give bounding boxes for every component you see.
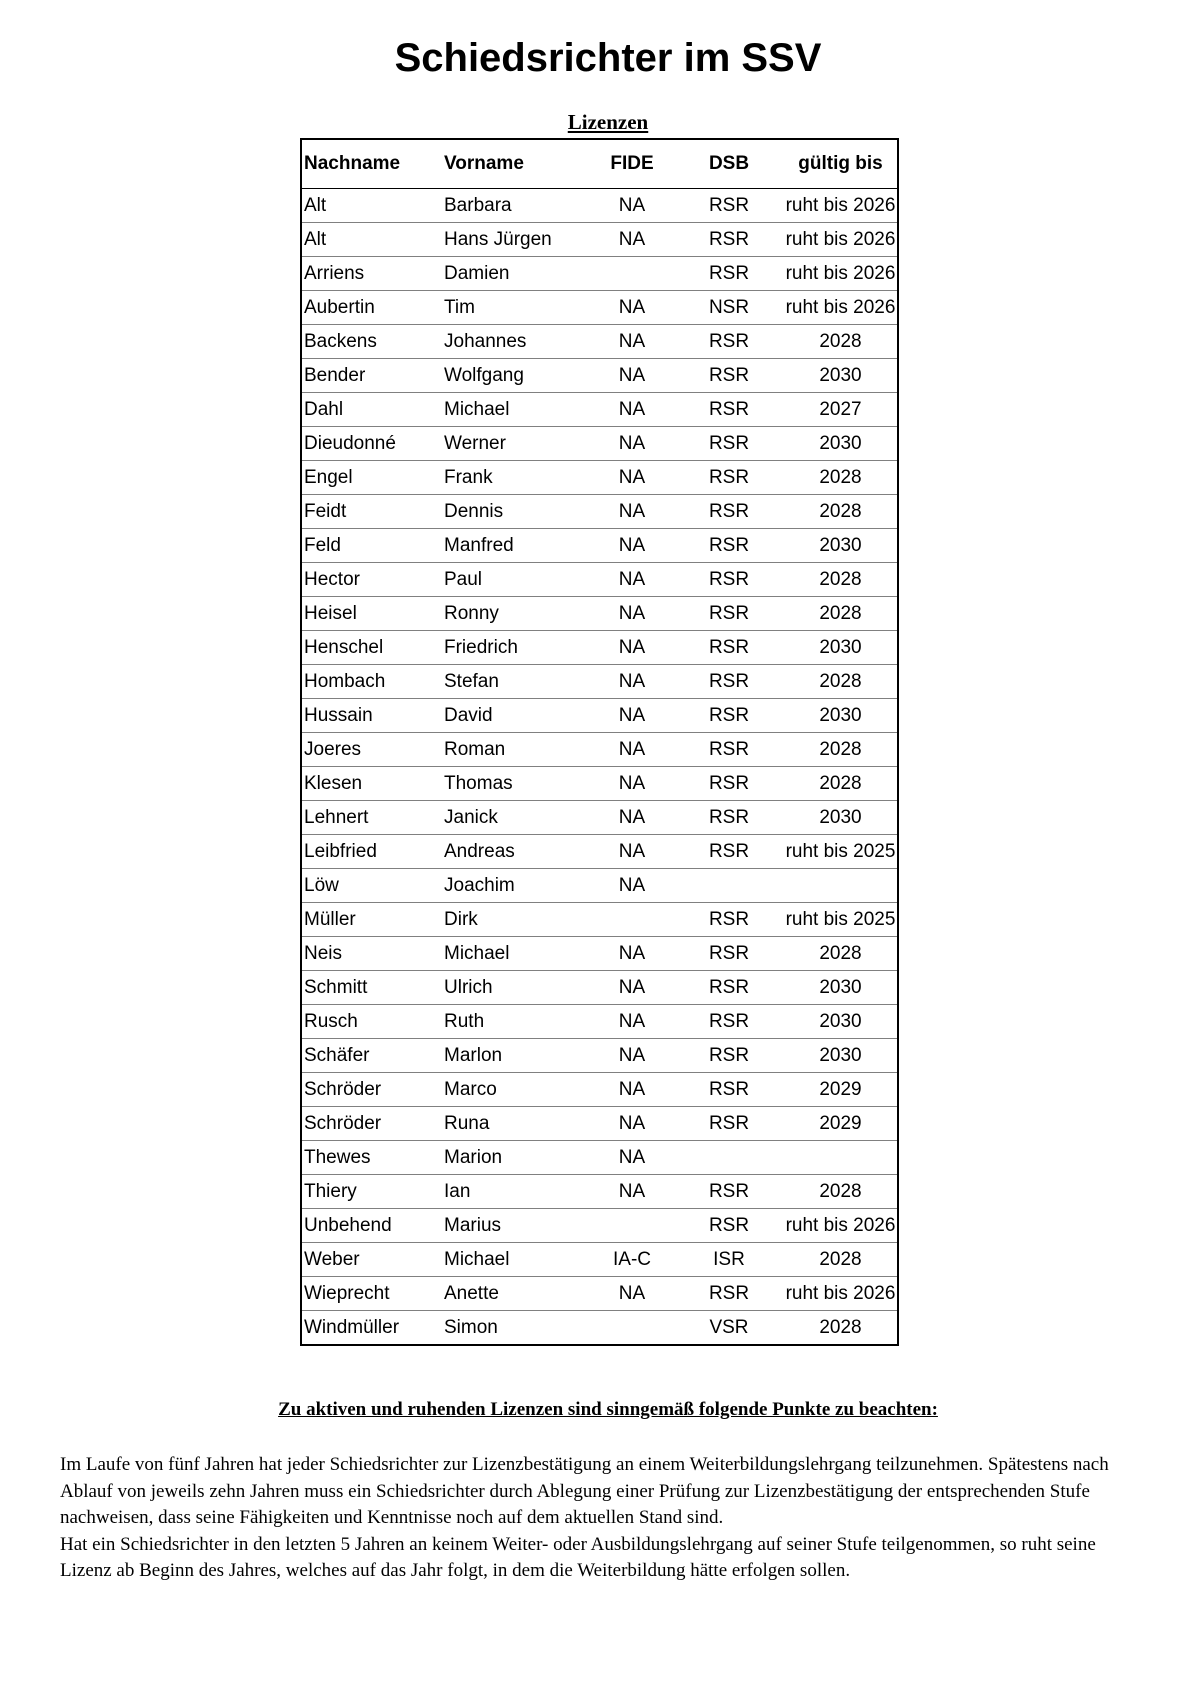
cell-first-name: Friedrich <box>444 631 590 665</box>
cell-dsb <box>674 1141 784 1175</box>
cell-dsb: RSR <box>674 801 784 835</box>
cell-dsb: RSR <box>674 631 784 665</box>
cell-dsb: RSR <box>674 733 784 767</box>
cell-dsb: RSR <box>674 563 784 597</box>
cell-fide: NA <box>590 937 674 971</box>
cell-fide: NA <box>590 1107 674 1141</box>
cell-dsb: RSR <box>674 1277 784 1311</box>
table-row <box>302 563 897 597</box>
cell-dsb: RSR <box>674 189 784 223</box>
cell-fide: NA <box>590 665 674 699</box>
cell-first-name: Hans Jürgen <box>444 223 590 257</box>
cell-fide: NA <box>590 1141 674 1175</box>
licenses-table <box>302 140 897 1344</box>
cell-dsb: RSR <box>674 257 784 291</box>
cell-last-name: Schröder <box>302 1073 444 1107</box>
cell-fide: NA <box>590 1073 674 1107</box>
cell-last-name: Backens <box>302 325 444 359</box>
table-subtitle: Lizenzen <box>567 110 649 134</box>
cell-first-name: Marco <box>444 1073 590 1107</box>
cell-last-name: Schröder <box>302 1107 444 1141</box>
cell-dsb: RSR <box>674 1005 784 1039</box>
cell-valid-until: 2027 <box>784 393 897 427</box>
cell-dsb: VSR <box>709 1316 749 1338</box>
table-row <box>302 835 897 869</box>
cell-last-name: Hector <box>302 563 444 597</box>
cell-fide: NA <box>590 1005 674 1039</box>
cell-valid-until: ruht bis 2026 <box>784 257 897 291</box>
table-row <box>302 325 897 359</box>
cell-fide: IA-C <box>590 1243 674 1277</box>
cell-first-name: Roman <box>444 733 590 767</box>
table-row <box>302 631 897 665</box>
cell-fide: NA <box>590 291 674 325</box>
cell-first-name: Wolfgang <box>444 359 590 393</box>
notes-paragraph-2: Hat ein Schiedsrichter in den letzten 5 Jahren an keinem Weiter- oder Ausbildungslehrgang auf seiner Stufe teilgenommen, so ruht seine Lizenz ab Beginn des Jahres, welches auf das Jahr folgt, in dem die Weiterbildung hätte erfolgen sollen. <box>60 1533 1096 1581</box>
cell-valid-until <box>784 869 897 903</box>
cell-fide: NA <box>590 1039 674 1073</box>
cell-valid-until: 2030 <box>784 801 897 835</box>
table-row <box>302 665 897 699</box>
header-fide: FIDE <box>590 140 674 189</box>
table-row <box>302 597 897 631</box>
table-row <box>302 427 897 461</box>
cell-valid-until: 2028 <box>819 1316 862 1338</box>
table-row <box>302 1039 897 1073</box>
cell-last-name: Hombach <box>302 665 444 699</box>
cell-valid-until: 2028 <box>784 495 897 529</box>
cell-dsb: NSR <box>674 291 784 325</box>
cell-first-name: Runa <box>444 1107 590 1141</box>
cell-valid-until: ruht bis 2026 <box>784 1209 897 1243</box>
cell-first-name: Michael <box>444 1243 590 1277</box>
cell-last-name: Thiery <box>302 1175 444 1209</box>
cell-dsb: RSR <box>674 427 784 461</box>
table-row <box>302 1209 897 1243</box>
cell-fide: NA <box>590 393 674 427</box>
cell-fide <box>590 903 674 937</box>
cell-valid-until: 2030 <box>784 1005 897 1039</box>
cell-valid-until: 2028 <box>784 1243 897 1277</box>
cell-last-name: Leibfried <box>302 835 444 869</box>
cell-valid-until: 2028 <box>784 597 897 631</box>
cell-valid-until: 2028 <box>784 563 897 597</box>
cell-last-name: Alt <box>302 189 444 223</box>
cell-last-name: Weber <box>302 1243 444 1277</box>
cell-valid-until: 2029 <box>784 1107 897 1141</box>
table-row <box>302 359 897 393</box>
cell-first-name: Manfred <box>444 529 590 563</box>
cell-last-name: Joeres <box>302 733 444 767</box>
cell-first-name: Michael <box>444 393 590 427</box>
cell-valid-until <box>784 1141 897 1175</box>
cell-dsb: RSR <box>674 223 784 257</box>
cell-dsb: RSR <box>674 461 784 495</box>
cell-valid-until: 2028 <box>784 461 897 495</box>
cell-fide: NA <box>590 699 674 733</box>
cell-fide: NA <box>590 631 674 665</box>
header-dsb: DSB <box>674 140 784 189</box>
cell-first-name: Paul <box>444 563 590 597</box>
cell-dsb: RSR <box>674 903 784 937</box>
cell-fide: NA <box>590 529 674 563</box>
cell-valid-until: 2030 <box>784 1039 897 1073</box>
cell-fide: NA <box>590 869 674 903</box>
cell-first-name: Marlon <box>444 1039 590 1073</box>
cell-dsb: RSR <box>674 393 784 427</box>
cell-last-name: Bender <box>302 359 444 393</box>
table-row <box>302 869 897 903</box>
cell-first-name: Stefan <box>444 665 590 699</box>
cell-dsb: RSR <box>674 767 784 801</box>
cell-valid-until: 2028 <box>784 733 897 767</box>
cell-last-name: Feidt <box>302 495 444 529</box>
table-header <box>302 140 897 189</box>
cell-last-name: Henschel <box>302 631 444 665</box>
cell-dsb: RSR <box>674 1209 784 1243</box>
cell-first-name: Tim <box>444 291 590 325</box>
cell-last-name: Rusch <box>302 1005 444 1039</box>
cell-dsb: RSR <box>674 1107 784 1141</box>
table-row <box>302 733 897 767</box>
table-row <box>302 1107 897 1141</box>
cell-last-name: Arriens <box>302 257 444 291</box>
cell-first-name: Simon <box>444 1316 498 1338</box>
cell-dsb: RSR <box>674 359 784 393</box>
table-row <box>302 971 897 1005</box>
cell-valid-until: 2028 <box>784 767 897 801</box>
cell-fide: NA <box>590 767 674 801</box>
table-row <box>302 767 897 801</box>
cell-valid-until: 2028 <box>784 325 897 359</box>
cell-valid-until: 2028 <box>784 937 897 971</box>
cell-first-name: Barbara <box>444 189 590 223</box>
cell-fide: NA <box>590 971 674 1005</box>
table-row <box>302 393 897 427</box>
cell-first-name: David <box>444 699 590 733</box>
cell-first-name: Dirk <box>444 903 590 937</box>
cell-valid-until: ruht bis 2026 <box>784 189 897 223</box>
cell-valid-until: 2030 <box>784 529 897 563</box>
table-row <box>302 189 897 223</box>
cell-last-name: Klesen <box>302 767 444 801</box>
cell-valid-until: ruht bis 2026 <box>784 291 897 325</box>
table-row <box>302 903 897 937</box>
cell-fide: NA <box>590 835 674 869</box>
cell-fide: NA <box>590 359 674 393</box>
table-row <box>302 1175 897 1209</box>
table-row <box>302 1141 897 1175</box>
cell-fide: NA <box>590 733 674 767</box>
cell-first-name: Damien <box>444 257 590 291</box>
cell-fide: NA <box>590 325 674 359</box>
table-body <box>302 189 897 1345</box>
cell-dsb: RSR <box>674 835 784 869</box>
cell-first-name: Joachim <box>444 869 590 903</box>
table-row <box>302 223 897 257</box>
cell-last-name: Wieprecht <box>302 1277 444 1311</box>
table-row <box>302 1005 897 1039</box>
cell-last-name: Engel <box>302 461 444 495</box>
header-row <box>302 140 897 189</box>
page-title: Schiedsrichter im SSV <box>394 36 822 80</box>
cell-valid-until: 2030 <box>784 359 897 393</box>
cell-fide: NA <box>590 597 674 631</box>
table-row <box>302 461 897 495</box>
cell-last-name: Unbehend <box>302 1209 444 1243</box>
cell-last-name: Hussain <box>302 699 444 733</box>
cell-dsb: ISR <box>674 1243 784 1277</box>
cell-valid-until: 2029 <box>784 1073 897 1107</box>
cell-first-name: Ronny <box>444 597 590 631</box>
cell-fide <box>590 257 674 291</box>
table-row <box>302 257 897 291</box>
table-row <box>302 1073 897 1107</box>
cell-last-name: Thewes <box>302 1141 444 1175</box>
cell-first-name: Ruth <box>444 1005 590 1039</box>
cell-fide: NA <box>590 801 674 835</box>
cell-valid-until: 2030 <box>784 699 897 733</box>
table-row <box>302 291 897 325</box>
licenses-table-container <box>300 138 899 1346</box>
cell-dsb: RSR <box>674 937 784 971</box>
cell-first-name: Frank <box>444 461 590 495</box>
cell-dsb: RSR <box>674 665 784 699</box>
cell-first-name: Marius <box>444 1209 590 1243</box>
cell-last-name: Dieudonné <box>302 427 444 461</box>
cell-dsb: RSR <box>674 1175 784 1209</box>
notes-text <box>60 1452 1140 1585</box>
cell-first-name: Andreas <box>444 835 590 869</box>
cell-fide: NA <box>590 1277 674 1311</box>
cell-valid-until: 2030 <box>784 427 897 461</box>
cell-dsb: RSR <box>674 1039 784 1073</box>
cell-dsb <box>674 869 784 903</box>
cell-valid-until: ruht bis 2025 <box>784 835 897 869</box>
cell-last-name: Feld <box>302 529 444 563</box>
cell-valid-until: 2028 <box>784 1175 897 1209</box>
notes-heading: Zu aktiven und ruhenden Lizenzen sind sinngemäß folgende Punkte zu beachten: <box>278 1399 938 1420</box>
cell-first-name: Marion <box>444 1141 590 1175</box>
cell-last-name: Müller <box>302 903 444 937</box>
cell-dsb: RSR <box>674 529 784 563</box>
table-row <box>302 937 897 971</box>
cell-fide: NA <box>590 563 674 597</box>
cell-last-name: Schmitt <box>302 971 444 1005</box>
table-row <box>302 495 897 529</box>
cell-first-name: Thomas <box>444 767 590 801</box>
cell-first-name: Johannes <box>444 325 590 359</box>
cell-dsb: RSR <box>674 597 784 631</box>
cell-fide <box>590 1209 674 1243</box>
cell-valid-until: ruht bis 2025 <box>784 903 897 937</box>
cell-fide <box>590 1311 674 1345</box>
header-first-name: Vorname <box>444 140 590 189</box>
cell-first-name: Werner <box>444 427 590 461</box>
cell-valid-until: ruht bis 2026 <box>784 1277 897 1311</box>
cell-last-name: Heisel <box>302 597 444 631</box>
header-valid-until: gültig bis <box>784 140 897 189</box>
cell-first-name: Anette <box>444 1277 590 1311</box>
cell-last-name: Aubertin <box>302 291 444 325</box>
notes-paragraph-1: Im Laufe von fünf Jahren hat jeder Schiedsrichter zur Lizenzbestätigung an einem Weiterbildungslehrgang teilzunehmen. Spätestens nach Ablauf von jeweils zehn Jahren muss ein Schiedsrichter durch Ablegung einer Prüfung zur Lizenzbestätigung der entsprechenden Stufe nachweisen, dass seine Fähigkeiten und Kenntnisse noch auf dem aktuellen Stand sind. <box>60 1454 1109 1528</box>
cell-last-name: Löw <box>302 869 444 903</box>
table-row <box>302 1243 897 1277</box>
cell-last-name: Dahl <box>302 393 444 427</box>
cell-dsb: RSR <box>674 495 784 529</box>
table-row <box>302 801 897 835</box>
cell-valid-until: 2030 <box>784 971 897 1005</box>
cell-last-name: Lehnert <box>302 801 444 835</box>
cell-first-name: Dennis <box>444 495 590 529</box>
table-row <box>302 529 897 563</box>
cell-fide: NA <box>590 495 674 529</box>
table-row <box>302 699 897 733</box>
cell-fide: NA <box>590 427 674 461</box>
cell-last-name: Neis <box>302 937 444 971</box>
cell-fide: NA <box>590 1175 674 1209</box>
cell-first-name: Janick <box>444 801 590 835</box>
cell-fide: NA <box>590 461 674 495</box>
cell-valid-until: ruht bis 2026 <box>784 223 897 257</box>
cell-dsb: RSR <box>674 1073 784 1107</box>
cell-last-name: Windmüller <box>304 1316 400 1338</box>
cell-first-name: Ian <box>444 1175 590 1209</box>
cell-last-name: Alt <box>302 223 444 257</box>
header-last-name: Nachname <box>302 140 444 189</box>
table-row <box>302 1311 897 1345</box>
table-row <box>302 1277 897 1311</box>
cell-fide: NA <box>590 223 674 257</box>
cell-dsb: RSR <box>674 699 784 733</box>
cell-last-name: Schäfer <box>302 1039 444 1073</box>
cell-valid-until: 2028 <box>784 665 897 699</box>
cell-dsb: RSR <box>674 325 784 359</box>
cell-dsb: RSR <box>674 971 784 1005</box>
cell-first-name: Michael <box>444 937 590 971</box>
cell-first-name: Ulrich <box>444 971 590 1005</box>
cell-fide: NA <box>590 189 674 223</box>
cell-valid-until: 2030 <box>784 631 897 665</box>
